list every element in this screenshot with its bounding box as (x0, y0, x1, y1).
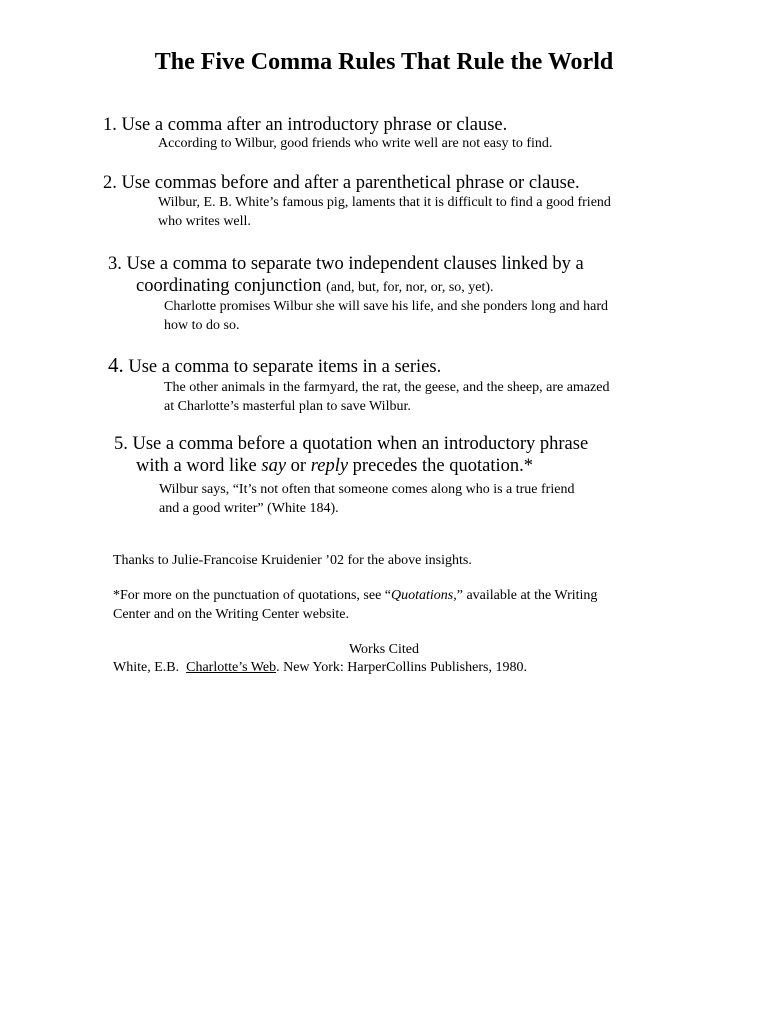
rule-3-conjunction-list: (and, but, for, nor, or, so, yet). (326, 280, 494, 295)
rule-5-number: 5. (114, 434, 128, 454)
rule-2 (103, 172, 580, 194)
works-cited-author: White, E.B. (113, 660, 180, 675)
rule-5-cont-pre: with a word like (136, 456, 257, 476)
rule-2-example-line: who writes well. (158, 214, 251, 229)
rule-3 (108, 253, 584, 299)
rule-4-example-line: at Charlotte’s masterful plan to save Wilbur. (164, 399, 411, 414)
rule-3-text: Use a comma to separate two independent clauses linked by a (126, 254, 584, 274)
rule-4-heading (108, 354, 441, 378)
rule-5-example-line: Wilbur says, “It’s not often that someone comes along who is a true friend (159, 482, 575, 497)
rule-3-example-line: Charlotte promises Wilbur she will save his life, and she ponders long and hard (164, 299, 608, 314)
rule-2-number: 2. (103, 173, 117, 193)
rule-4-number: 4. (108, 353, 124, 377)
rule-1-text: Use a comma after an introductory phrase or clause. (121, 115, 508, 135)
rule-5-cont-post: precedes the quotation.* (352, 456, 533, 476)
footnote-line-1 (113, 586, 597, 605)
rule-3-heading (108, 253, 584, 275)
rule-5-example-line: and a good writer” (White 184). (159, 501, 339, 516)
footnote (113, 586, 597, 624)
works-cited-heading: Works Cited (348, 642, 420, 657)
rule-2-example-line: Wilbur, E. B. White’s famous pig, laments that it is difficult to find a good friend (158, 195, 611, 210)
rule-5-reply: reply (310, 456, 349, 476)
rule-4-text: Use a comma to separate items in a series. (128, 357, 442, 377)
works-cited-publication: . New York: HarperCollins Publishers, 1980. (276, 660, 527, 675)
thanks-note: Thanks to Julie-Francoise Kruidenier ’02 for the above insights. (113, 553, 472, 568)
rule-3-example (164, 297, 608, 335)
rule-2-text: Use commas before and after a parenthetical phrase or clause. (121, 173, 580, 193)
rule-1-example-line: According to Wilbur, good friends who write well are not easy to find. (158, 136, 553, 151)
page-title: The Five Comma Rules That Rule the World (154, 49, 614, 75)
rule-5-text: Use a comma before a quotation when an introductory phrase (132, 434, 589, 454)
footnote-pre: *For more on the punctuation of quotations, see “ (113, 588, 391, 603)
works-cited-entry (113, 658, 527, 677)
rule-5-example (159, 480, 574, 518)
rule-4-example (164, 378, 609, 416)
rule-5-or: or (290, 456, 307, 476)
rule-4 (108, 354, 441, 378)
rule-3-text-cont: coordinating conjunction (136, 276, 322, 296)
rule-2-heading (103, 172, 580, 194)
rule-1-example (158, 134, 552, 153)
footnote-quotations-link-text: Quotations, (391, 588, 457, 603)
rule-5-heading-cont (114, 455, 588, 477)
rule-5 (114, 433, 588, 477)
rule-1 (103, 114, 507, 136)
rule-2-example (158, 193, 611, 231)
rule-1-number: 1. (103, 115, 117, 135)
rule-3-example-line: how to do so. (164, 318, 240, 333)
rule-3-number: 3. (108, 254, 122, 274)
rule-4-example-line: The other animals in the farmyard, the rat, the geese, and the sheep, are amazed (164, 380, 610, 395)
rule-5-heading (114, 433, 588, 455)
footnote-post: ” available at the Writing (456, 588, 598, 603)
rule-3-heading-cont (108, 275, 584, 299)
footnote-line-2: Center and on the Writing Center website. (113, 607, 349, 622)
works-cited-book-title: Charlotte’s Web (186, 660, 277, 675)
rule-1-heading (103, 114, 507, 136)
rule-5-say: say (261, 456, 287, 476)
